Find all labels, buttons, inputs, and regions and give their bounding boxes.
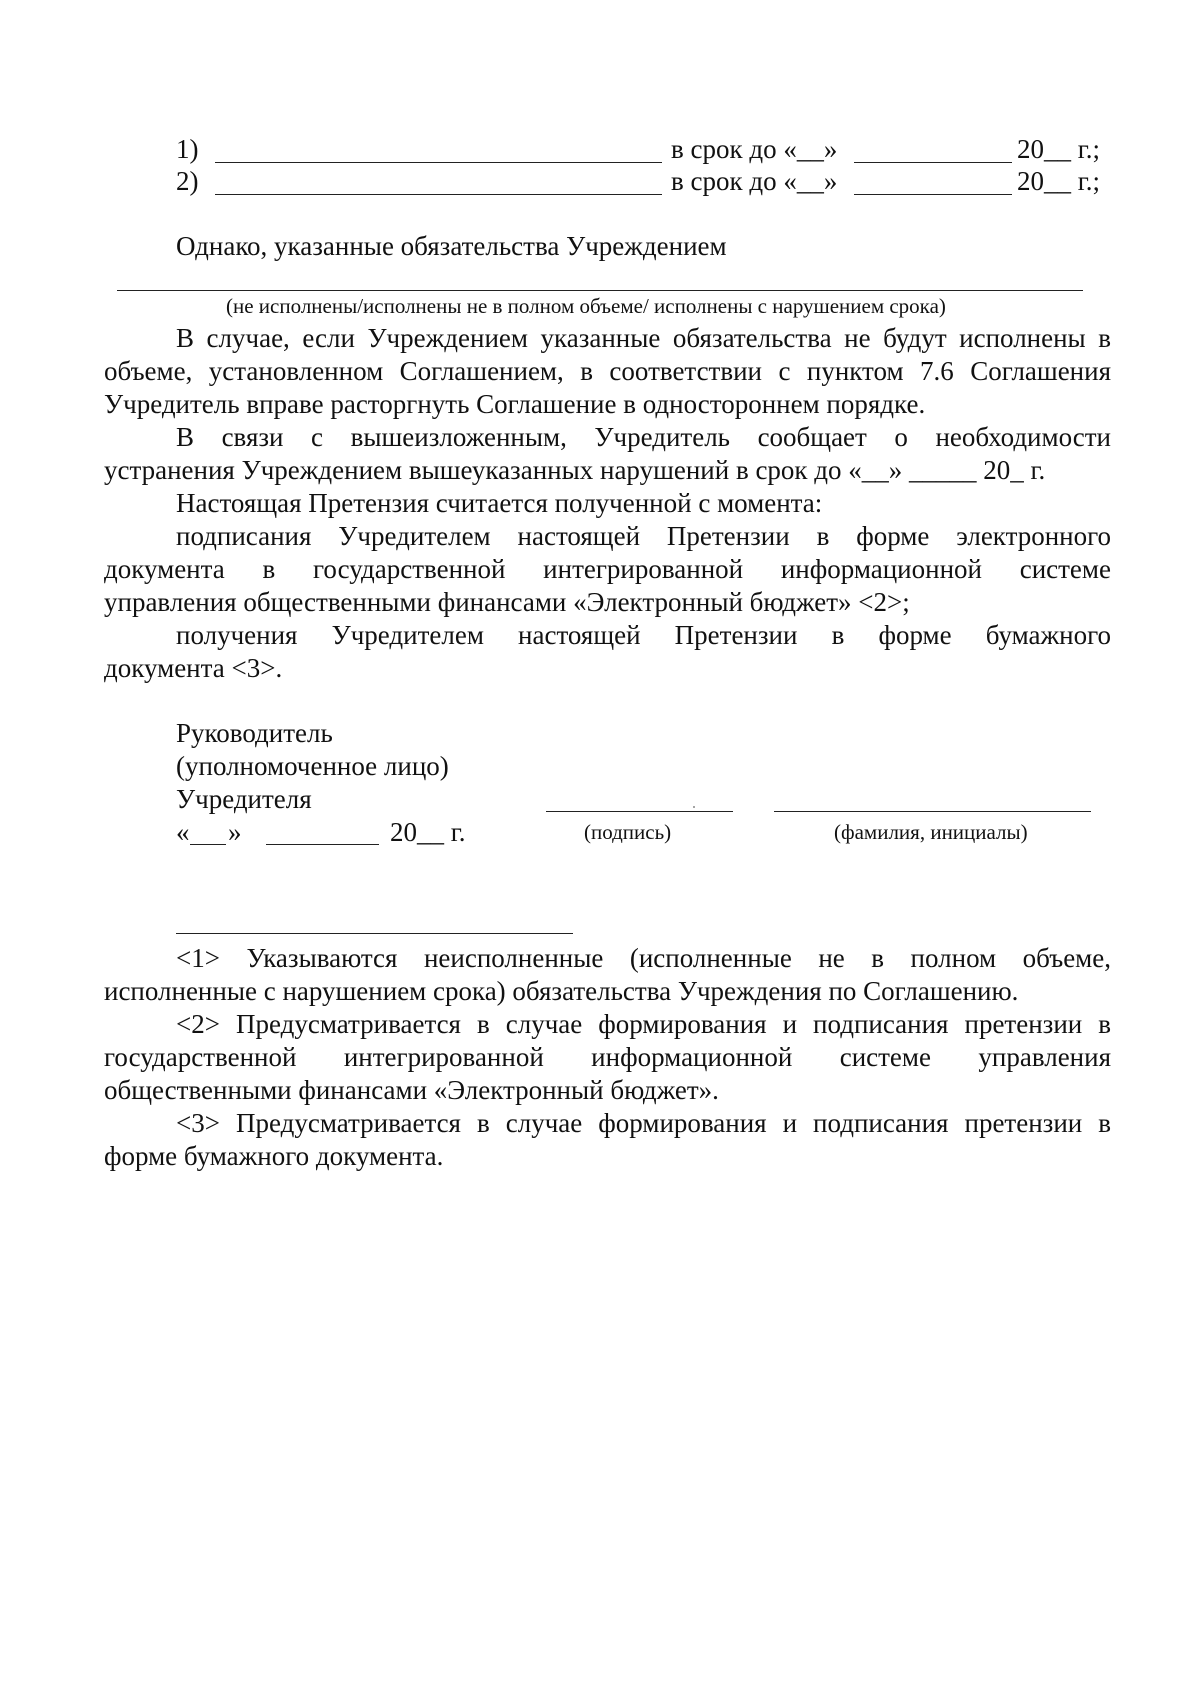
obligation-term-label: в срок до «__» bbox=[671, 166, 838, 196]
footnote-line: общественными финансами «Электронный бюджет». bbox=[104, 1075, 719, 1105]
paragraph-line: подписания Учредителем настоящей Претензии в форме электронного bbox=[176, 521, 1111, 551]
obligation-year: 20__ г.; bbox=[1017, 134, 1101, 164]
footnote-line: государственной интегрированной информационной системе управления bbox=[104, 1042, 1111, 1072]
footnote-line: <2> Предусматривается в случае формирования и подписания претензии в bbox=[176, 1009, 1111, 1039]
footnote-line: исполненные с нарушением срока) обязательства Учреждения по Соглашению. bbox=[104, 976, 1019, 1006]
paragraph-line: объеме, установленном Соглашением, в соответствии с пунктом 7.6 Соглашения bbox=[104, 356, 1111, 386]
scan-speck bbox=[693, 806, 695, 808]
date-month-blank-line bbox=[266, 844, 379, 845]
however-caption: (не исполнены/исполнены не в полном объеме/ исполнены с нарушением срока) bbox=[226, 294, 946, 318]
date-year: 20__ г. bbox=[390, 817, 466, 847]
obligation-number: 1) bbox=[176, 134, 199, 164]
however-fill-line bbox=[117, 290, 1083, 291]
paragraph-line: документа в государственной интегрированной информационной системе bbox=[104, 554, 1111, 584]
paragraph-received: Настоящая Претензия считается полученной с момента: bbox=[176, 488, 823, 518]
date-day-blank-line bbox=[190, 844, 226, 845]
paragraph-line: документа <3>. bbox=[104, 653, 283, 683]
obligation-term-label: в срок до «__» bbox=[671, 134, 838, 164]
obligation-date-blank-line bbox=[854, 194, 1012, 195]
paragraph-line: получения Учредителем настоящей Претензии в форме бумажного bbox=[176, 620, 1111, 650]
paragraph-line: устранения Учреждением вышеуказанных нарушений в срок до «__» _____ 20_ г. bbox=[104, 455, 1046, 485]
signature-caption: (подпись) bbox=[584, 820, 672, 844]
however-sentence: Однако, указанные обязательства Учреждением bbox=[176, 231, 727, 261]
name-caption: (фамилия, инициалы) bbox=[834, 820, 1028, 844]
paragraph-line: В случае, если Учреждением указанные обязательства не будут исполнены в bbox=[176, 323, 1111, 353]
signer-organization: Учредителя bbox=[176, 784, 312, 814]
paragraph-line: В связи с вышеизложенным, Учредитель сообщает о необходимости bbox=[176, 422, 1111, 452]
signer-title-qualifier: (уполномоченное лицо) bbox=[176, 751, 449, 781]
signer-title: Руководитель bbox=[176, 718, 333, 748]
obligation-year: 20__ г.; bbox=[1017, 166, 1101, 196]
obligation-blank-line bbox=[215, 162, 662, 163]
obligation-number: 2) bbox=[176, 166, 199, 196]
date-quote-open: « bbox=[176, 817, 190, 847]
date-quote-close: » bbox=[228, 817, 242, 847]
footnote-line: <3> Предусматривается в случае формирования и подписания претензии в bbox=[176, 1108, 1111, 1138]
signature-blank-line bbox=[546, 811, 733, 812]
footnote-line: <1> Указываются неисполненные (исполненные не в полном объеме, bbox=[176, 943, 1111, 973]
paragraph-line: управления общественными финансами «Электронный бюджет» <2>; bbox=[104, 587, 910, 617]
paragraph-line: Учредитель вправе расторгнуть Соглашение в одностороннем порядке. bbox=[104, 389, 926, 419]
name-blank-line bbox=[774, 811, 1091, 812]
obligation-date-blank-line bbox=[854, 162, 1012, 163]
obligation-blank-line bbox=[215, 194, 662, 195]
footnote-line: форме бумажного документа. bbox=[104, 1141, 444, 1171]
footnote-separator bbox=[176, 933, 573, 934]
